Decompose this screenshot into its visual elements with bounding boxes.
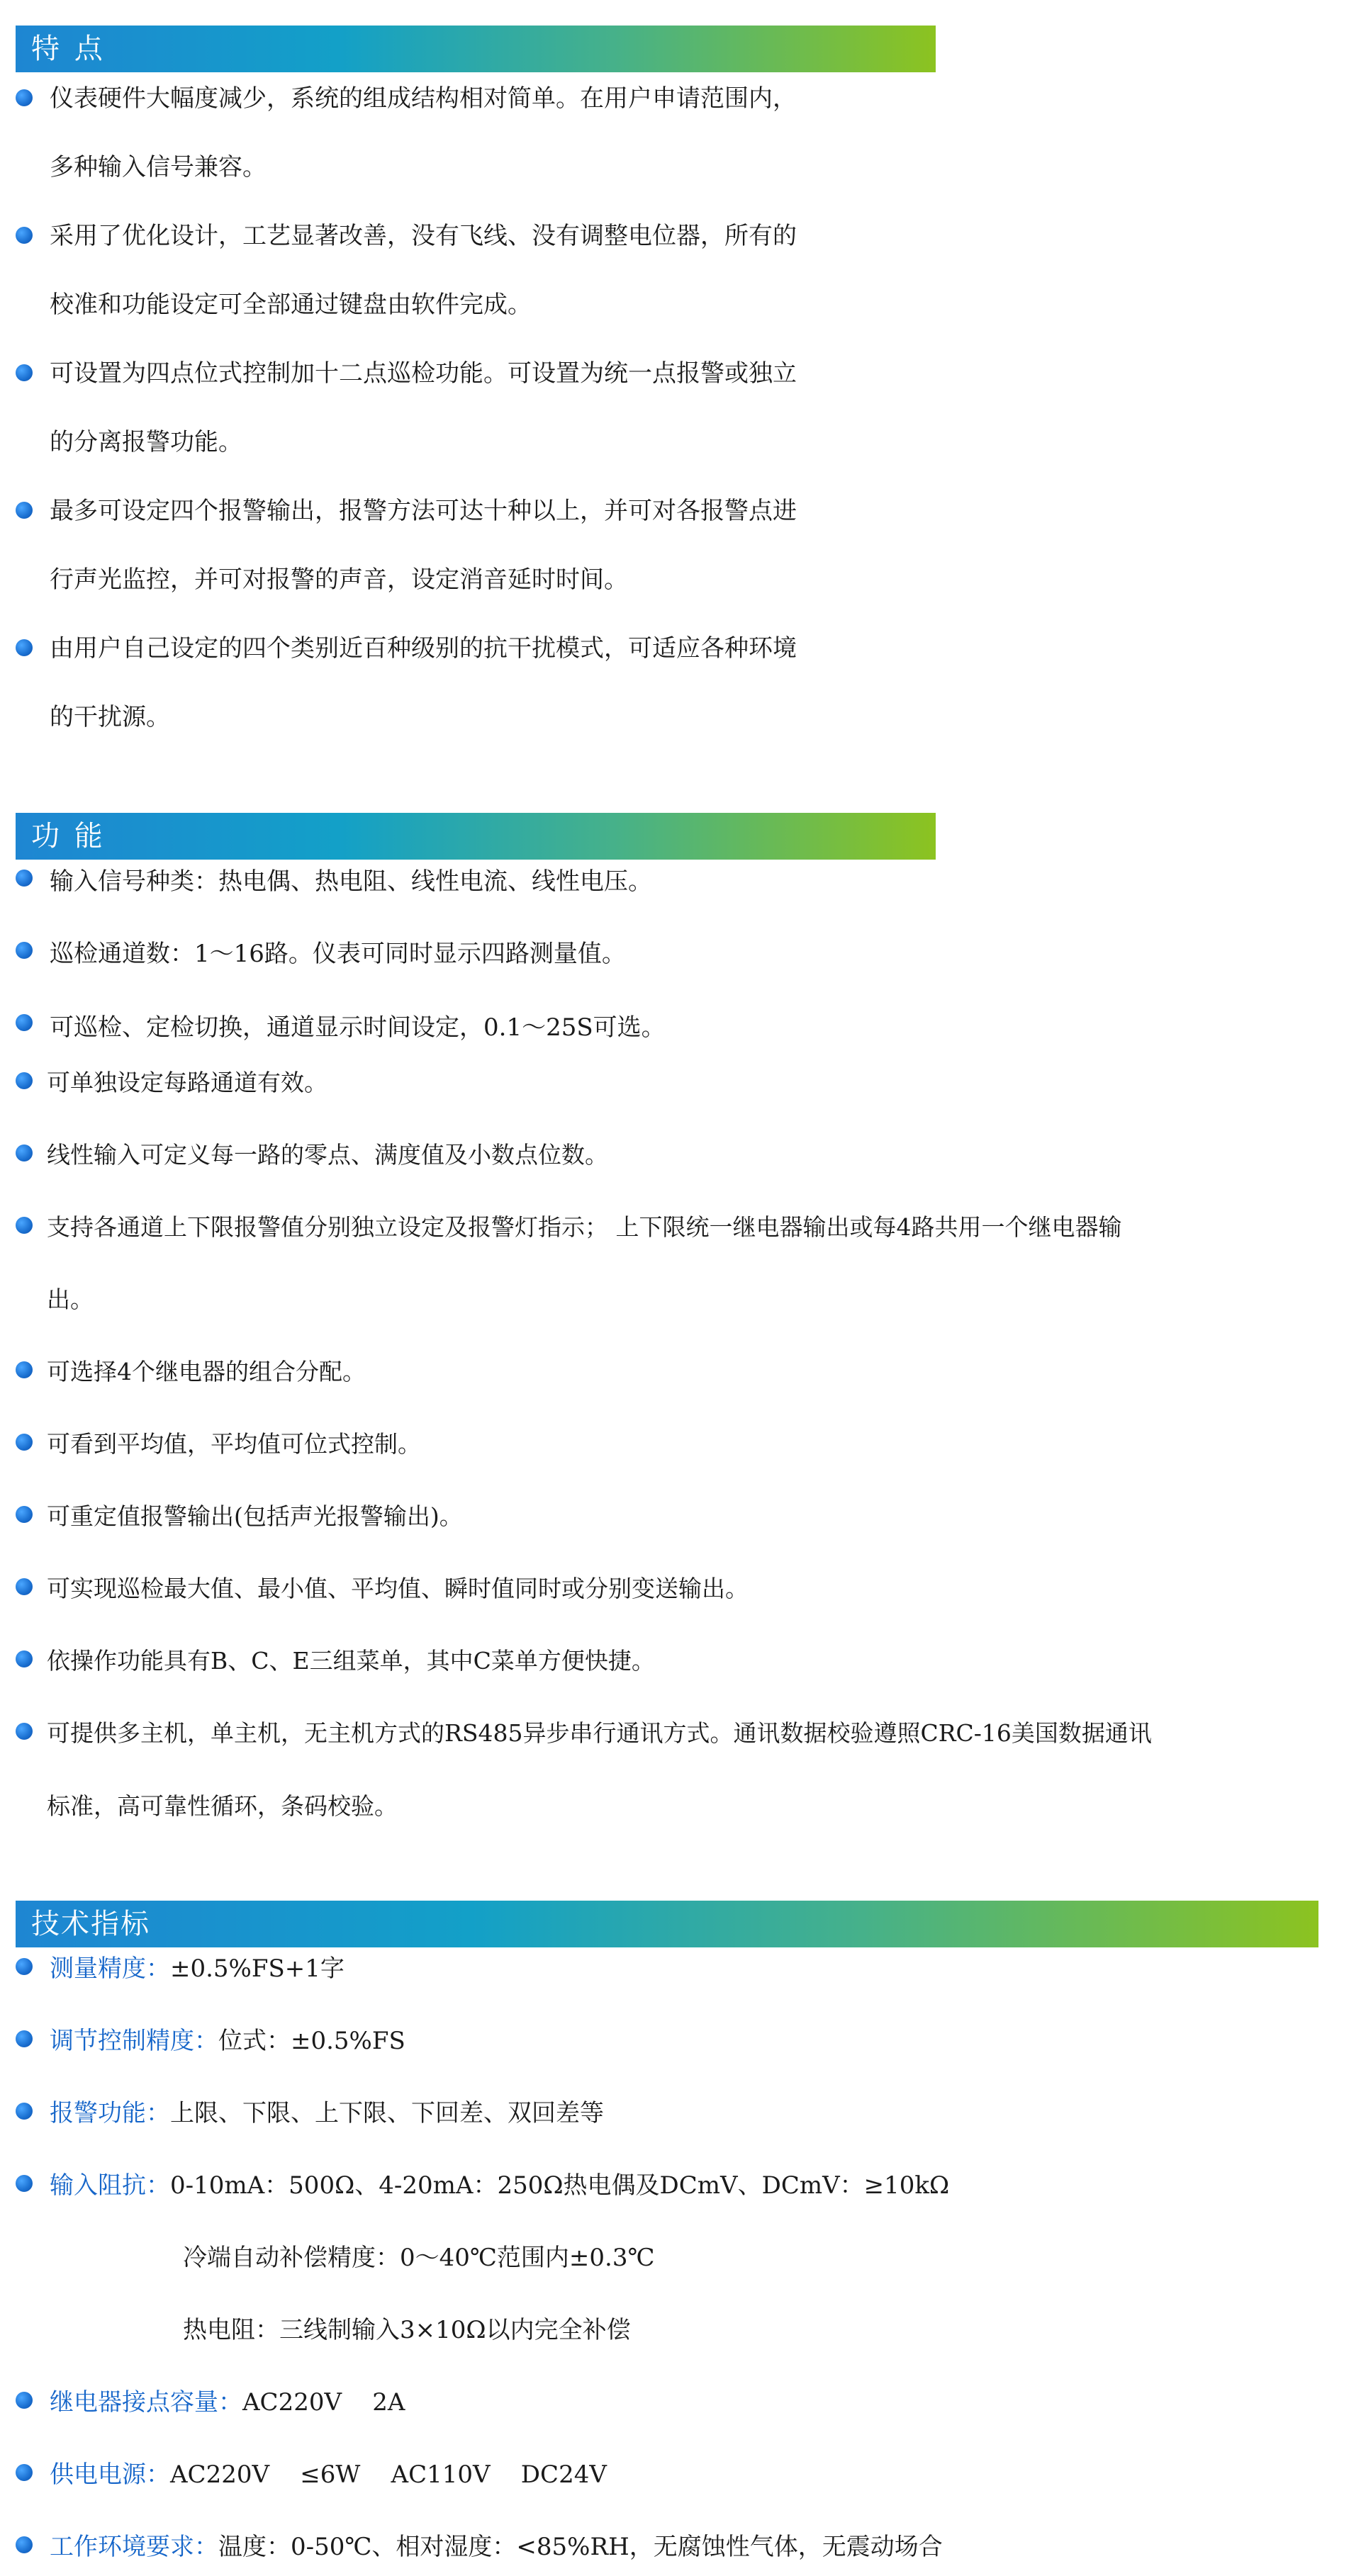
bullet-icon <box>16 1578 33 1595</box>
spec-value: AC220V ≤6W AC110V DC24V <box>170 2460 607 2489</box>
function-line: 巡检通道数：1～16路。仪表可同时显示四路测量值。 <box>50 940 626 968</box>
feature-line: 的干扰源。 <box>50 703 170 731</box>
spec-row <box>50 2096 604 2131</box>
bullet-icon <box>16 364 33 381</box>
functions-header <box>16 813 936 860</box>
spec-value: AC220V 2A <box>242 2388 405 2417</box>
bullet-icon <box>16 1650 33 1667</box>
feature-line: 的分离报警功能。 <box>50 428 242 456</box>
features-header <box>16 26 936 72</box>
bullet-icon <box>16 2392 33 2409</box>
bullet-icon <box>16 1506 33 1523</box>
function-line: 可看到平均值，平均值可位式控制。 <box>47 1430 421 1458</box>
function-line: 标准，高可靠性循环，条码校验。 <box>47 1792 398 1820</box>
bullet-icon <box>16 2030 33 2047</box>
bullet-icon <box>16 1014 33 1031</box>
bullet-icon <box>16 942 33 959</box>
bullet-icon <box>16 1361 33 1378</box>
spec-row <box>50 2385 405 2420</box>
function-line: 可提供多主机，单主机，无主机方式的RS485异步串行通讯方式。通讯数据校验遵照CRC-16美国数据通讯 <box>47 1719 1152 1747</box>
spec-label: 报警功能： <box>50 2099 170 2127</box>
function-line: 可单独设定每路通道有效。 <box>47 1069 327 1096</box>
function-line: 可实现巡检最大值、最小值、平均值、瞬时值同时或分别变送输出。 <box>47 1575 749 1602</box>
feature-line: 由用户自己设定的四个类别近百种级别的抗干扰模式，可适应各种环境 <box>50 634 797 663</box>
bullet-icon <box>16 89 33 106</box>
specs-title: 技术指标 <box>31 1908 150 1940</box>
function-line: 可选择4个继电器的组合分配。 <box>47 1358 366 1385</box>
function-line: 线性输入可定义每一路的零点、满度值及小数点位数。 <box>47 1141 608 1169</box>
spec-value: 位式：±0.5%FS <box>218 2027 405 2055</box>
bullet-icon <box>16 2536 33 2553</box>
feature-line: 最多可设定四个报警输出，报警方法可达十种以上，并可对各报警点进 <box>50 497 797 525</box>
spec-label: 输入阻抗： <box>50 2171 170 2200</box>
spec-row <box>50 2457 607 2492</box>
function-line: 输入信号种类：热电偶、热电阻、线性电流、线性电压。 <box>50 867 652 896</box>
spec-label: 继电器接点容量： <box>50 2388 242 2417</box>
function-line: 可重定值报警输出(包括声光报警输出)。 <box>47 1502 463 1530</box>
feature-line: 仪表硬件大幅度减少，系统的组成结构相对简单。在用户申请范围内， <box>50 84 797 113</box>
spec-row <box>50 2023 405 2059</box>
spec-value: 冷端自动补偿精度：0～40℃范围内±0.3℃ <box>183 2244 655 2272</box>
spec-value: 上限、下限、上下限、下回差、双回差等 <box>170 2099 604 2127</box>
function-line: 出。 <box>47 1286 94 1313</box>
spec-label: 工作环境要求： <box>50 2533 218 2561</box>
bullet-icon <box>16 1434 33 1451</box>
bullet-icon <box>16 870 33 887</box>
bullet-icon <box>16 2175 33 2192</box>
feature-line: 可设置为四点位式控制加十二点巡检功能。可设置为统一点报警或独立 <box>50 359 797 388</box>
bullet-icon <box>16 2103 33 2120</box>
bullet-icon <box>16 227 33 244</box>
spec-row <box>50 1951 345 1986</box>
spec-label: 测量精度： <box>50 1955 170 1983</box>
bullet-icon <box>16 1072 33 1089</box>
specs-header <box>16 1901 1318 1947</box>
bullet-icon <box>16 1958 33 1975</box>
feature-line: 采用了优化设计，工艺显著改善，没有飞线、没有调整电位器，所有的 <box>50 222 797 250</box>
function-line: 支持各通道上下限报警值分别独立设定及报警灯指示； 上下限统一继电器输出或每4路共用一个继电器输 <box>47 1213 1122 1241</box>
spec-value: 热电阻：三线制输入3×10Ω以内完全补偿 <box>183 2316 631 2344</box>
function-line: 依操作功能具有B、C、E三组菜单，其中C菜单方便快捷。 <box>47 1647 655 1675</box>
spec-value: ±0.5%FS+1字 <box>170 1955 345 1983</box>
spec-row <box>50 2168 949 2203</box>
features-title: 特 点 <box>31 33 106 65</box>
bullet-icon <box>16 502 33 519</box>
spec-label: 供电电源： <box>50 2460 170 2489</box>
bullet-icon <box>16 2464 33 2481</box>
spec-label: 调节控制精度： <box>50 2027 218 2055</box>
feature-line: 行声光监控，并可对报警的声音，设定消音延时时间。 <box>50 566 628 594</box>
spec-value: 温度：0-50℃、相对湿度：<85%RH，无腐蚀性气体，无震动场合 <box>218 2533 943 2561</box>
bullet-icon <box>16 1723 33 1740</box>
bullet-icon <box>16 1144 33 1162</box>
bullet-icon <box>16 1217 33 1234</box>
feature-line: 多种输入信号兼容。 <box>50 153 267 181</box>
functions-title: 功 能 <box>31 820 106 853</box>
spec-row <box>50 2529 943 2565</box>
bullet-icon <box>16 639 33 656</box>
feature-line: 校准和功能设定可全部通过键盘由软件完成。 <box>50 291 532 319</box>
function-line: 可巡检、定检切换，通道显示时间设定，0.1～25S可选。 <box>50 1013 666 1042</box>
spec-value: 0-10mA：500Ω、4-20mA：250Ω热电偶及DCmV、DCmV：≥10kΩ <box>170 2171 950 2200</box>
